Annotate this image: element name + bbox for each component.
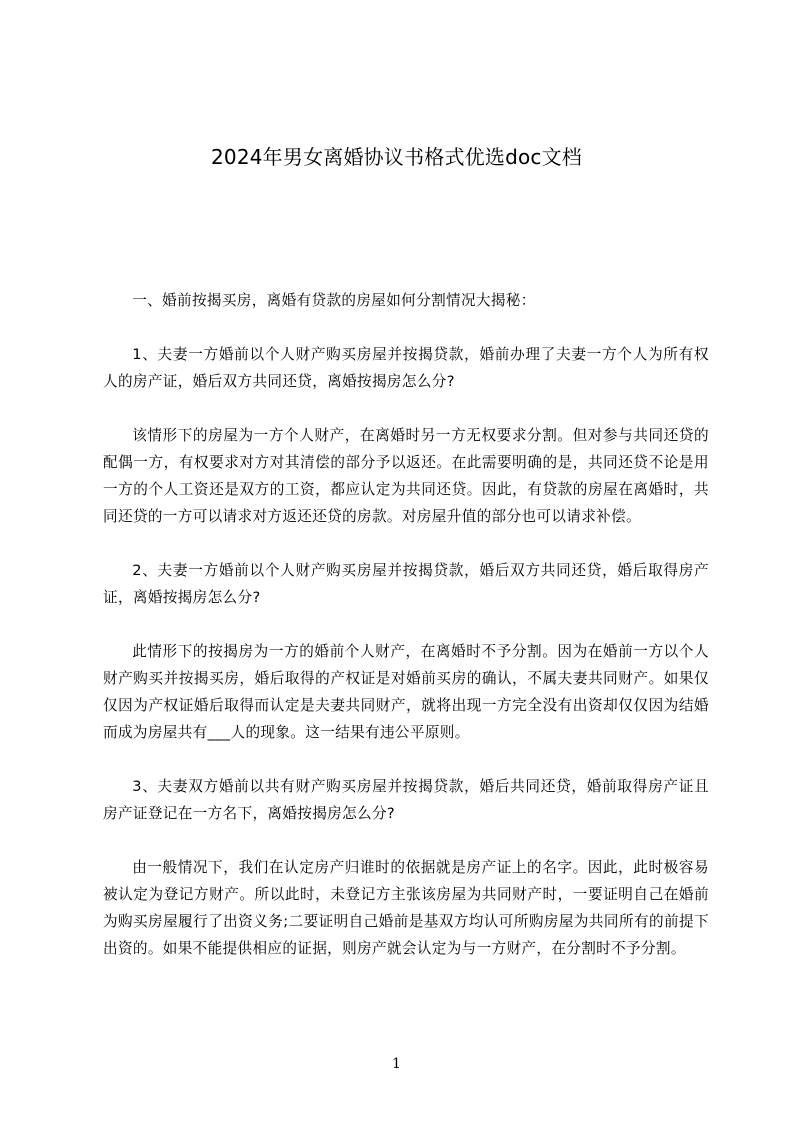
question-1: 1、夫妻一方婚前以个人财产购买房屋并按揭贷款，婚前办理了夫妻一方个人为所有权人的房产证，婚后双方共同还贷，离婚按揭房怎么分? xyxy=(103,346,709,390)
document-body xyxy=(103,287,709,989)
page-number: 1 xyxy=(392,1056,401,1072)
answer-1: 该情形下的房屋为一方个人财产，在离婚时另一方无权要求分割。但对参与共同还贷的配偶一方，有权要求对方对其清偿的部分予以返还。在此需要明确的是，共同还贷不论是用一方的个人工资还是双方的工资，都应认定为共同还贷。因此，有贷款的房屋在离婚时，共同还贷的一方可以请求对方返还还贷的房款。对房屋升值的部分也可以请求补偿。 xyxy=(103,427,709,525)
document-title: 2024年男女离婚协议书格式优选doc文档 xyxy=(210,145,583,169)
answer-3: 由一般情况下，我们在认定房产归谁时的依据就是房产证上的名字。因此，此时极容易被认定为登记方财产。所以此时，未登记方主张该房屋为共同财产时，一要证明自己在婚前为购买房屋履行了出资义务;二要证明自己婚前是基双方均认可所购房屋为共同所有的前提下出资的。如果不能提供相应的证据，则房产就会认定为与一方财产，在分割时不予分割。 xyxy=(103,859,709,957)
question-2: 2、夫妻一方婚前以个人财产购买房屋并按揭贷款，婚后双方共同还贷，婚后取得房产证，离婚按揭房怎么分? xyxy=(103,562,709,606)
answer-2: 此情形下的按揭房为一方的婚前个人财产，在离婚时不予分割。因为在婚前一方以个人财产购买并按揭买房，婚后取得的产权证是对婚前买房的确认，不属夫妻共同财产。如果仅仅因为产权证婚后取得而认定是夫妻共同财产，就将出现一方完全没有出资却仅仅因为结婚而成为房屋共有___人的现象。这一结果有违公平原则。 xyxy=(103,643,709,741)
question-3: 3、夫妻双方婚前以共有财产购买房屋并按揭贷款，婚后共同还贷，婚前取得房产证且房产证登记在一方名下，离婚按揭房怎么分? xyxy=(103,778,709,822)
section-heading: 一、婚前按揭买房，离婚有贷款的房屋如何分割情况大揭秘： xyxy=(132,292,536,309)
